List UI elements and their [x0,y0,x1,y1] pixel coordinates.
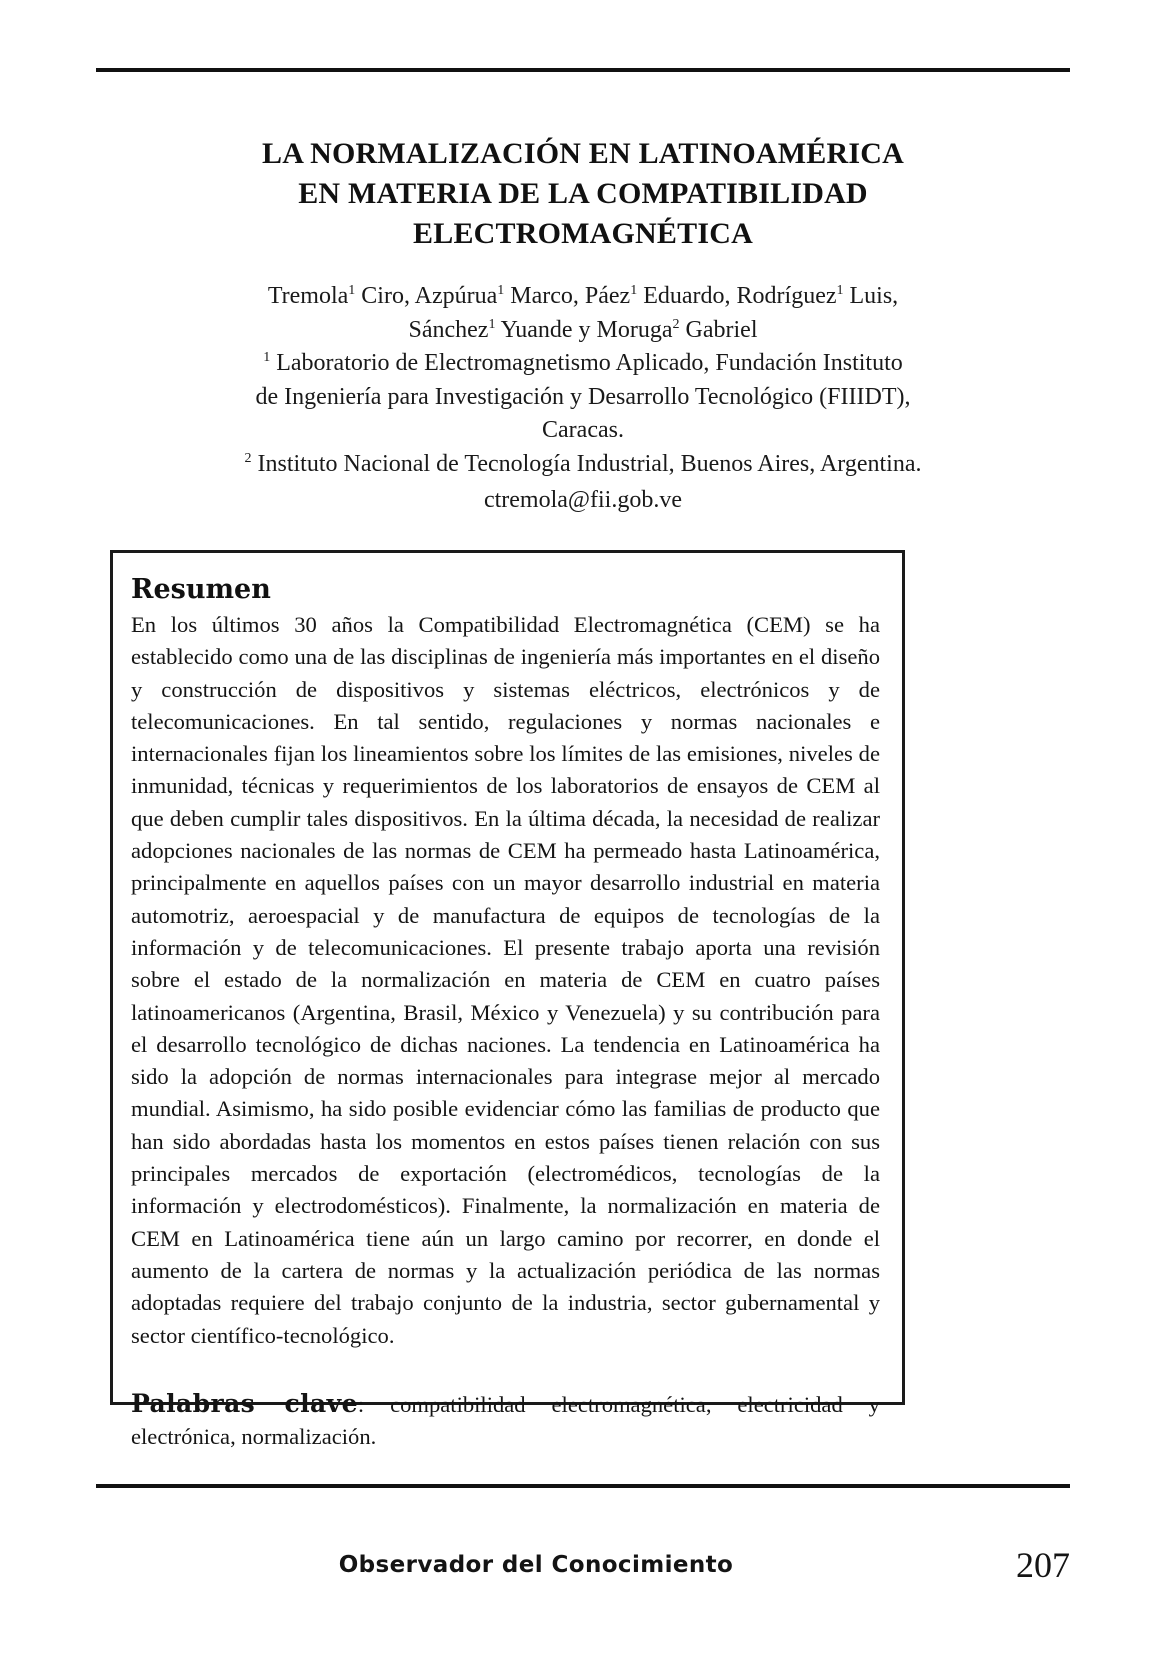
title-line-1: LA NORMALIZACIÓN EN LATINOAMÉRICA [262,137,904,170]
affiliation-2-text-1: Instituto Nacional de Tecnología Industrial, Buenos Aires, Argentina. [251,450,922,477]
page-title [96,134,1070,254]
author-affiliation-marker: 1 [348,283,356,298]
author-line-2-part-a: Sánchez [408,316,489,343]
author-line-2-part-c: Gabriel [679,316,758,343]
author-line-1-part-e: Luis, [843,283,899,309]
affiliation-1-text-1: Laboratorio de Electromagnetismo Aplicado, Fundación Instituto [270,350,903,376]
affiliation-1-line-1 [96,347,1070,381]
author-line-1 [96,280,1070,314]
footer-divider-rule [96,1484,1070,1488]
author-affiliation-marker: 1 [836,283,844,298]
affiliation-1-line-3: Caracas. [542,417,624,443]
author-line-1-part-b: Ciro, Azpúrua [355,283,498,309]
author-affiliation-marker: 1 [630,283,638,298]
keywords-section [131,1388,880,1454]
author-affiliation-marker: 2 [672,316,680,332]
footer-page-number: 207 [1016,1545,1070,1585]
author-line-2 [96,314,1070,348]
footer-journal-title: Observador del Conocimiento [338,1552,734,1578]
title-line-3: ELECTROMAGNÉTICA [413,217,753,250]
author-line-1-part-a: Tremola [267,283,349,309]
page-footer [96,1545,1070,1598]
title-line-2: EN MATERIA DE LA COMPATIBILIDAD [298,177,868,210]
affiliation-2-line-1 [96,448,1070,482]
authors-and-affiliations [96,280,1070,518]
affiliation-marker-1: 1 [263,350,271,365]
keywords-separator: : [357,1391,391,1417]
author-line-1-part-c: Marco, Páez [504,283,631,309]
abstract-body-text: En los últimos 30 años la Compatibilidad Electromagnética (CEM) se ha establecido como una de las disciplinas de ingeniería más importantes en el diseño y construcción de dispositivos y sistemas eléctricos, electrónicos y de telecomunicaciones. En tal sentido, regulaciones y normas nacionales e internacionales fijan los lineamientos sobre los límites de las emisiones, niveles de inmunidad, técnicas y requerimientos de los laboratorios de ensayos de CEM al que deben cumplir tales dispositivos. En la última década, la necesidad de realizar adopciones nacionales de las normas de CEM ha permeado hasta Latinoamérica, principalmente en aquellos países con un mayor desarrollo industrial en materia automotriz, aeroespacial y de manufactura de equipos de tecnologías de la información y de telecomunicaciones. El presente trabajo aporta una revisión sobre el estado de la normalización en materia de CEM en cuatro países latinoamericanos (Argentina, Brasil, México y Venezuela) y su contribución para el desarrollo tecnológico de dichas naciones. La tendencia en Latinoamérica ha sido la adopción de normas internacionales para integrase mejor al mercado mundial. Asimismo, ha sido posible evidenciar cómo las familias de producto que han sido abordadas hasta los momentos en estos países tienen relación con sus principales mercados de exportación (electromédicos, tecnologías de la información y electrodomésticos). Finalmente, la normalización en materia de CEM en Latinoamérica tiene aún un largo camino por recorrer, en donde el aumento de la cartera de normas y la actualización periódica de las normas adoptadas requiere del trabajo conjunto de la industria, sector gubernamental y sector científico-tecnológico. [131,612,880,1348]
author-affiliation-marker: 1 [497,283,505,298]
abstract-box [110,550,905,1450]
affiliation-1-line-2: de Ingeniería para Investigación y Desarrollo Tecnológico (FIIIDT), [255,383,911,410]
abstract-heading: Resumen [131,574,271,605]
keywords-value: compatibilidad electromagnética, electricidad y electrónica, normalización. [131,1391,880,1450]
affiliation-marker-2: 2 [244,450,252,466]
header-divider-rule [96,68,1070,72]
author-affiliation-marker: 1 [488,316,496,332]
contact-email[interactable]: ctremola@fii.gob.ve [483,487,683,513]
author-line-1-part-d: Eduardo, Rodríguez [637,283,837,309]
keywords-label: Palabras clave [131,1388,358,1418]
author-line-2-part-b: Yuande y Moruga [495,316,673,343]
